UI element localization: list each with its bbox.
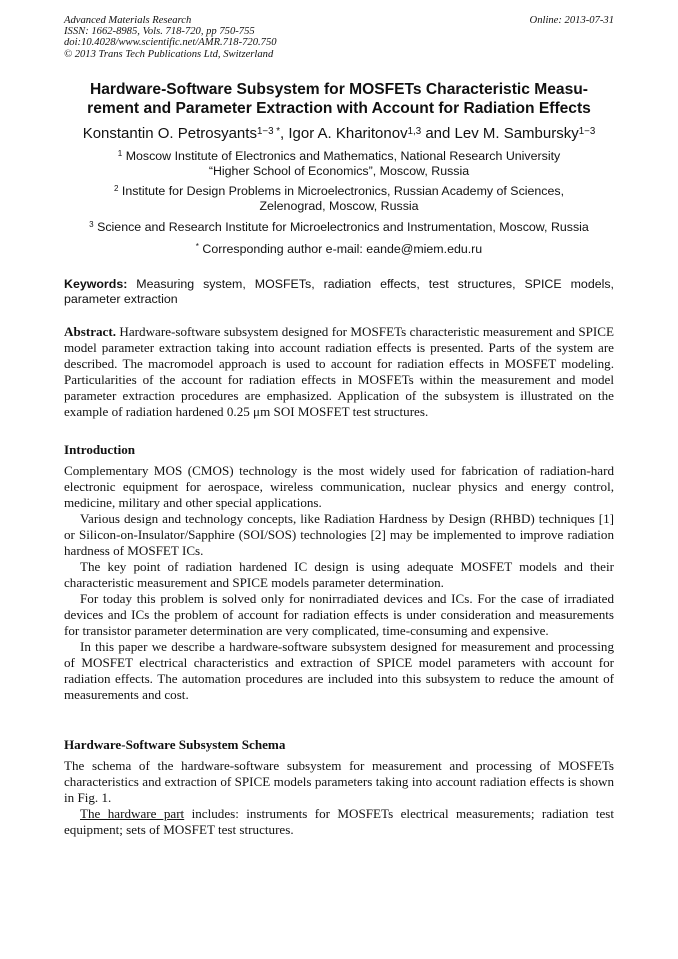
author-2: Igor A. Kharitonov — [288, 125, 408, 142]
affiliation-2-line-2: Zelenograd, Moscow, Russia — [259, 199, 419, 213]
affiliation-2 — [60, 184, 618, 214]
affiliation-3-num: 3 — [89, 220, 94, 230]
intro-paragraph-1: Complementary MOS (CMOS) technology is the most widely used for fabrication of radiation-hard electronic equipment for aerospace, wireless communication, nuclear physics and energy control, medicine, military and other special applications. — [64, 463, 614, 510]
introduction-heading: Introduction — [64, 442, 136, 457]
journal-name: Advanced Materials Research — [64, 15, 192, 26]
author-1: Konstantin O. Petrosyants — [82, 125, 257, 142]
author-sep-1: , — [280, 125, 289, 142]
author-sep-2: and — [421, 125, 455, 142]
title-line-2: rement and Parameter Extraction with Account for Radiation Effects — [87, 100, 591, 117]
corresponding-author — [60, 242, 618, 257]
affiliation-3 — [40, 220, 638, 235]
affiliation-3-line-1: Science and Research Institute for Microelectronics and Instrumentation, Moscow, Russia — [97, 220, 589, 234]
schema-paragraph-2-text: includes: instruments for MOSFETs electrical measurements; radiation test equipment; sets of MOSFET test structures. — [64, 806, 615, 837]
affiliation-1-line-2: “Higher School of Economics”, Moscow, Russia — [208, 164, 470, 178]
abstract-text: Hardware-software subsystem designed for MOSFETs characteristic measurement and SPICE model parameter extraction taking into account radiation effects is presented. Parts of the system are described. The macromodel approach is used to account for radiation effects in MOSFET modeling. Particularities of the account for radiation effects in MOSFETs within the measurement and model parameter extraction procedures are emphasized. Application of the subsystem is illustrated on the example of radiation hardened 0.25 μm SOI MOSFET test structures. — [64, 324, 614, 419]
abstract — [64, 324, 614, 420]
intro-paragraph-4: For today this problem is solved only for nonirradiated devices and ICs. For the case of irradiated devices and ICs the problem of account for radiation effects is under consideration and measurements for transistor parameter determination are very complicated, time-consuming and expensive. — [64, 591, 614, 638]
author-3-affil: 1−3 — [578, 125, 596, 137]
corresponding-email: Corresponding author e-mail: eande@miem.edu.ru — [202, 242, 483, 256]
corresponding-mark: * — [195, 242, 199, 252]
keywords — [64, 277, 614, 307]
intro-paragraph-5: In this paper we describe a hardware-software subsystem designed for measurement and processing of MOSFET electrical characteristics and extraction of SPICE model parameters with account for radiation effects. The automation procedures are included into this subsystem to reduce the amount of measurements and cost. — [64, 639, 614, 702]
paper-title — [56, 80, 622, 118]
author-2-affil: 1,3 — [407, 125, 422, 137]
author-3: Lev M. Sambursky — [454, 125, 579, 142]
online-date: Online: 2013-07-31 — [529, 15, 614, 26]
author-list — [40, 124, 638, 143]
copyright-line: © 2013 Trans Tech Publications Ltd, Switzerland — [64, 48, 274, 60]
schema-heading: Hardware-Software Subsystem Schema — [64, 737, 286, 752]
affiliation-1-num: 1 — [117, 149, 123, 159]
keywords-label: Keywords: — [64, 277, 128, 291]
schema-paragraph-2 — [64, 806, 614, 838]
doi-line: doi:10.4028/www.scientific.net/AMR.718-720.750 — [64, 37, 277, 49]
affiliation-2-line-1: Institute for Design Problems in Microelectronics, Russian Academy of Sciences, — [121, 184, 565, 198]
issn-line: ISSN: 1662-8985, Vols. 718-720, pp 750-755 — [64, 26, 255, 38]
schema-body — [64, 758, 614, 838]
affiliation-1 — [60, 149, 618, 179]
title-line-1: Hardware-Software Subsystem for MOSFETs Characteristic Measu- — [90, 81, 588, 98]
schema-paragraph-1: The schema of the hardware-software subsystem for measurement and processing of MOSFETs characteristics and extraction of SPICE models parameters taking into account radiation effects is shown in Fig. 1. — [64, 758, 614, 805]
introduction-body — [64, 463, 614, 703]
journal-header — [64, 15, 614, 60]
abstract-label: Abstract. — [64, 324, 116, 339]
author-1-affil: 1−3 * — [256, 125, 280, 137]
hardware-part-term: The hardware part — [80, 806, 185, 821]
keywords-text: Measuring system, MOSFETs, radiation effects, test structures, SPICE models, parameter extraction — [64, 277, 614, 306]
affiliation-1-line-1: Moscow Institute of Electronics and Mathematics, National Research University — [125, 149, 561, 163]
affiliation-2-num: 2 — [113, 184, 119, 194]
intro-paragraph-2: Various design and technology concepts, like Radiation Hardness by Design (RHBD) techniques [1] or Silicon-on-Insulator/Sapphire (SOI/SOS) technologies [2] may be implemented to improve radiation hardness of MOSFET ICs. — [64, 511, 614, 558]
intro-paragraph-3: The key point of radiation hardened IC design is using adequate MOSFET models and their characteristic measurement and SPICE models parameter determination. — [64, 559, 614, 590]
